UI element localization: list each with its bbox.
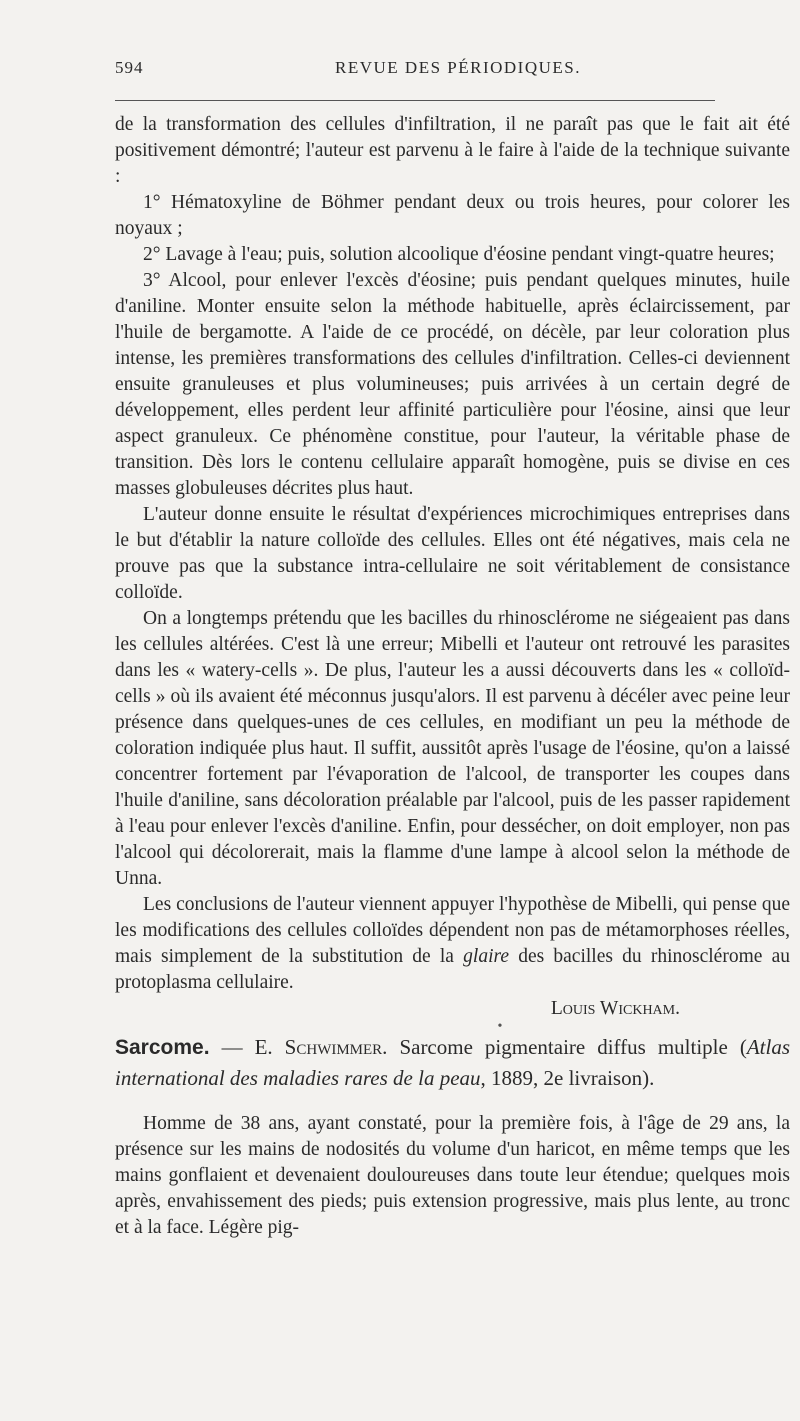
paragraph-conclusion [115,892,790,996]
header-rule [115,100,715,101]
paragraph-step-3: 3° Alcool, pour enlever l'excès d'éosine; puis pendant quelques minutes, huile d'aniline. Monter ensuite selon la méthode habituelle, après éclaircissement, par l'huile de bergamotte. A l'aide de ce procédé, on décèle, par leur coloration plus intense, les premières transformations des cellules d'infiltration. Celles-ci deviennent ensuite granuleuses et plus volumineuses; puis arrivées à un certain degré de développement, elles perdent leur affinité particulière pour l'éosine, ainsi que leur aspect granuleux. Ce phénomène constitue, pour l'auteur, la véritable phase de transition. Dès lors le contenu cellulaire apparaît homogène, puis se divise en ces masses globuleuses décrites plus haut. [115,270,790,499]
section-dash: — E. [209,1035,285,1059]
running-title: REVUE DES PÉRIODIQUES. [335,58,581,77]
section-title: Sarcome. [115,1036,210,1059]
page-number: 594 [115,58,144,77]
conclusion-text: Les conclusions de l'auteur viennent appuyer l'hypothèse de Mibelli, qui pense que les modifications des cellules colloïdes dépendent non pas de métamorphoses réelles, mais simplement de la substitution de la [115,894,790,967]
section-source-rest: , 1889, 2e livraison). [480,1066,655,1090]
paragraph-bacilli: On a longtemps prétendu que les bacilles du rhinosclérome ne siégeaient pas dans les cellules altérées. C'est là une erreur; Mibelli et l'auteur ont retrouvé les parasites dans les « watery-cells ». De plus, l'auteur les a aussi découverts dans les « colloïd-cells » où ils avaient été méconnus jusqu'alors. Il est parvenu à décéler avec peine leur présence dans quelques-unes de ces cellules, en modifiant un peu la méthode de coloration indiquée plus haut. Il suffit, aussitôt après l'usage de l'éosine, qu'on a laissé concentrer fortement par l'évaporation de l'alcool, de transporter les coupes dans l'huile d'aniline, sans décoloration préalable par l'alcool, puis de les passer rapidement à l'eau pour enlever l'excès d'aniline. Enfin, pour dessécher, on doit employer, non pas l'alcool qui décolorerait, mais la flamme d'une lampe à alcool selon la méthode de Unna. [115,608,790,889]
section-source: Atlas international des maladies rares de la peau [115,1035,791,1090]
section-author: Schwimmer. [284,1035,388,1059]
author-signature: Louis Wickham. [550,998,680,1019]
running-head [115,58,715,84]
conclusion-text-end: des bacilles du rhinosclérome au protoplasma cellulaire. [115,946,790,993]
paragraph-step-2: 2° Lavage à l'eau; puis, solution alcoolique d'éosine pendant vingt-quatre heures; [143,244,775,265]
paragraph-case: Homme de 38 ans, ayant constaté, pour la première fois, à l'âge de 29 ans, la présence sur les mains de nodosités du volume d'un haricot, en même temps que les mains gonflaient et devenaient douloureuses dans toute leur étendue; quelques mois après, envahissement des pieds; puis extension progressive, mais plus lente, au tronc et à la face. Légère pig- [115,1113,790,1238]
paragraph-step-1: 1° Hématoxyline de Böhmer pendant deux ou trois heures, pour colorer les noyaux ; [115,192,790,239]
paragraph-continued: de la transformation des cellules d'infiltration, il ne paraît pas que le fait ait été positivement démontré; l'auteur est parvenu à le faire à l'aide de la technique suivante : [115,114,790,187]
paragraph-experiments: L'auteur donne ensuite le résultat d'expériences microchimiques entreprises dans le but d'établir la nature colloïde des cellules. Elles ont été négatives, mais cela ne prouve pas que la substance intra-cellulaire ne soit véritablement de consistance colloïde. [115,504,790,603]
section-heading [115,1032,790,1093]
separator-mark: • [497,1019,503,1034]
section-subject: Sarcome pigmentaire diffus multiple ( [387,1035,747,1059]
conclusion-italic: glaire [463,946,510,967]
spacer [115,1093,790,1111]
article-body [115,112,790,1241]
